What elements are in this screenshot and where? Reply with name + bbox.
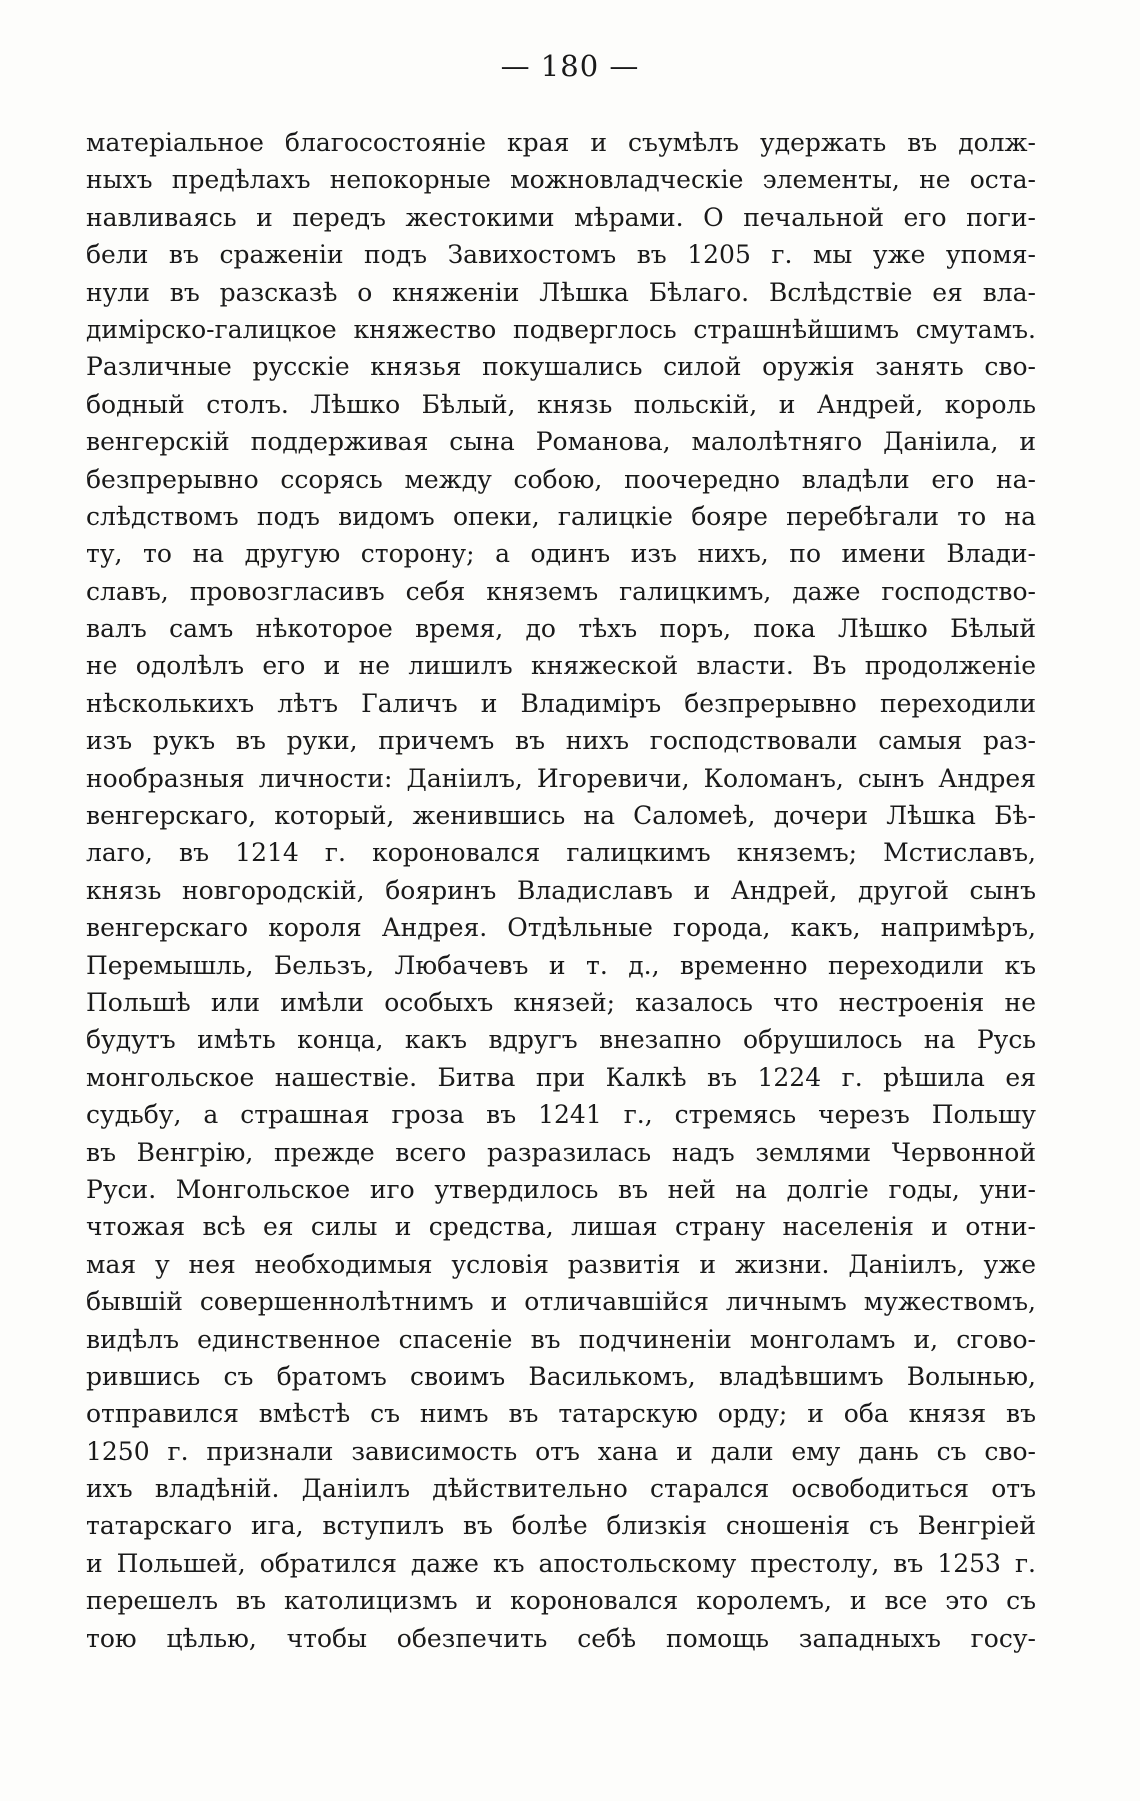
text-line: не одолѣлъ его и не лишилъ княжеской власти. Въ продолженіе bbox=[86, 651, 1036, 681]
text-line: бодный столъ. Лѣшко Бѣлый, князь польскій, и Андрей, король bbox=[86, 389, 1036, 419]
text-line: матеріальное благосостояніе края и съумѣлъ удержать въ долж- bbox=[86, 128, 1036, 157]
text-line: бели въ сраженіи подъ Завихостомъ въ 1205 г. мы уже упомя- bbox=[86, 240, 1036, 270]
text-line: татарскаго ига, вступилъ въ болѣе близкія сношенія съ Венгріей bbox=[86, 1511, 1036, 1541]
text-line: и Польшей, обратился даже къ апостольскому престолу, въ 1253 г. bbox=[86, 1548, 1036, 1578]
text-line: ныхъ предѣлахъ непокорные можновладческіе элементы, не оста- bbox=[86, 165, 1036, 195]
text-line: тою цѣлью, чтобы обезпечить себѣ помощь западныхъ госу- bbox=[86, 1623, 1036, 1653]
text-line: нули въ разсказѣ о княженіи Лѣшка Бѣлаго. Вслѣдствіе ея вла- bbox=[86, 277, 1036, 307]
text-line: въ Венгрію, прежде всего разразилась надъ землями Червонной bbox=[86, 1137, 1036, 1167]
text-line: бывшій совершеннолѣтнимъ и отличавшійся личнымъ мужествомъ, bbox=[86, 1287, 1036, 1317]
text-line: Перемышль, Бельзъ, Любачевъ и т. д., временно переходили къ bbox=[86, 950, 1036, 980]
text-line: славъ, провозгласивъ себя княземъ галицкимъ, даже господство- bbox=[86, 576, 1036, 606]
text-line: нообразныя личности: Даніилъ, Игоревичи, Коломанъ, сынъ Андрея bbox=[86, 763, 1036, 793]
text-line: будутъ имѣть конца, какъ вдругъ внезапно обрушилось на Русь bbox=[86, 1025, 1036, 1055]
text-line: князь новгородскій, бояринъ Владиславъ и Андрей, другой сынъ bbox=[86, 875, 1036, 905]
text-line: видѣлъ единственное спасеніе въ подчиненіи монголамъ и, сгово- bbox=[86, 1324, 1036, 1354]
text-line: Различные русскіе князья покушались силой оружія занять сво- bbox=[86, 352, 1036, 382]
text-line: безпрерывно ссорясь между собою, поочередно владѣли его на- bbox=[86, 464, 1036, 494]
text-line: навливаясь и передъ жестокими мѣрами. О печальной его поги- bbox=[86, 202, 1036, 232]
text-line: слѣдствомъ подъ видомъ опеки, галицкіе бояре перебѣгали то на bbox=[86, 501, 1036, 531]
text-line: венгерскій поддерживая сына Романова, малолѣтняго Даніила, и bbox=[86, 427, 1036, 457]
text-line: мая у нея необходимыя условія развитія и жизни. Даніилъ, уже bbox=[86, 1249, 1036, 1279]
text-line: лаго, въ 1214 г. короновался галицкимъ княземъ; Мстиславъ, bbox=[86, 838, 1036, 868]
text-line: венгерскаго короля Андрея. Отдѣльные города, какъ, напримѣръ, bbox=[86, 913, 1036, 943]
text-line: нѣсколькихъ лѣтъ Галичъ и Владиміръ безпрерывно переходили bbox=[86, 688, 1036, 718]
text-line: рившись съ братомъ своимъ Василькомъ, владѣвшимъ Волынью, bbox=[86, 1361, 1036, 1391]
text-line: венгерскаго, который, женившись на Саломеѣ, дочери Лѣшка Бѣ- bbox=[86, 801, 1036, 831]
page-number: — 180 — bbox=[500, 49, 640, 83]
text-line: отправился вмѣстѣ съ нимъ въ татарскую орду; и оба князя въ bbox=[86, 1399, 1036, 1429]
text-line: перешелъ въ католицизмъ и короновался королемъ, и все это съ bbox=[86, 1586, 1036, 1616]
text-line: ихъ владѣній. Даніилъ дѣйствительно старался освободиться отъ bbox=[86, 1474, 1036, 1504]
text-line: чтожая всѣ ея силы и средства, лишая страну населенія и отни- bbox=[86, 1212, 1036, 1242]
text-line: валъ самъ нѣкоторое время, до тѣхъ поръ, пока Лѣшко Бѣлый bbox=[86, 614, 1036, 644]
body-text bbox=[86, 124, 1036, 1657]
text-line: изъ рукъ въ руки, причемъ въ нихъ господствовали самыя раз- bbox=[86, 726, 1036, 756]
text-line: димірско-галицкое княжество подверглось страшнѣйшимъ смутамъ. bbox=[86, 314, 1036, 344]
text-line: Польшѣ или имѣли особыхъ князей; казалось что нестроенія не bbox=[86, 987, 1036, 1017]
text-line: ту, то на другую сторону; а одинъ изъ нихъ, по имени Влади- bbox=[86, 539, 1036, 569]
text-line: монгольское нашествіе. Битва при Калкѣ въ 1224 г. рѣшила ея bbox=[86, 1062, 1036, 1092]
text-line: 1250 г. признали зависимость отъ хана и дали ему дань съ сво- bbox=[86, 1436, 1036, 1466]
text-line: Руси. Монгольское иго утвердилось въ ней на долгіе годы, уни- bbox=[86, 1174, 1036, 1204]
text-line: судьбу, а страшная гроза въ 1241 г., стремясь черезъ Польшу bbox=[86, 1100, 1036, 1130]
